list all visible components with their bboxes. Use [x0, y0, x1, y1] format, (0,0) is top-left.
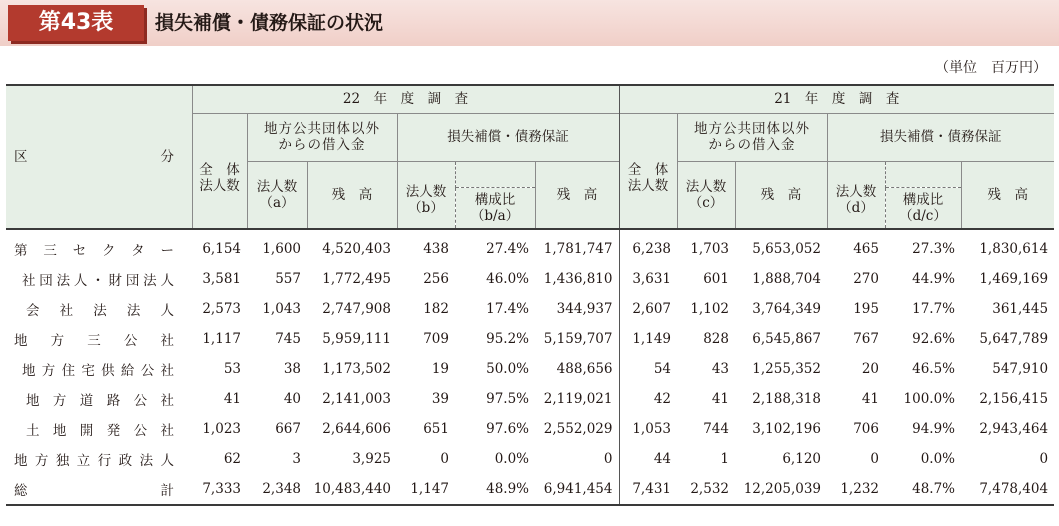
table-cell: 4,520,403 — [322, 241, 391, 257]
table-cell: 1,147 — [397, 474, 455, 505]
table-cell: 3,581 — [202, 271, 241, 287]
table-cell: 2,552,029 — [543, 421, 613, 437]
table-cell: 744 — [703, 421, 729, 437]
table-cell: 2,644,606 — [322, 421, 391, 437]
table-row — [6, 474, 1054, 505]
table-cell: 41 — [711, 391, 729, 407]
table-cell: 40 — [283, 391, 301, 407]
table-cell: 1,232 — [827, 474, 885, 505]
table-cell: 2,607 — [619, 294, 677, 324]
table-cell: 6,154 — [202, 241, 241, 257]
table-cell: 97.6% — [486, 421, 529, 437]
table-row — [6, 294, 1054, 324]
row-label: 地方三公社 — [14, 333, 174, 349]
table-cell: 44.9% — [912, 271, 955, 287]
header-ratio-ba: 構成比 （b/a） — [455, 187, 535, 229]
table-cell: 767 — [853, 331, 879, 347]
table-cell: 54 — [619, 354, 677, 384]
table-cell: 17.4% — [486, 301, 529, 317]
table-cell: 46.0% — [486, 271, 529, 287]
table-cell: 1,703 — [690, 241, 729, 257]
table-cell: 1 — [720, 451, 729, 467]
table-cell: 3 — [292, 451, 301, 467]
table-cell: 1,117 — [202, 331, 241, 347]
table-cell: 5,647,789 — [979, 331, 1049, 347]
table-cell: 6,545,867 — [752, 331, 821, 347]
header-year22: 22 年 度 調 査 — [192, 85, 619, 113]
table-cell: 0.0% — [494, 451, 529, 467]
table-title: 損失補償・債務保証の状況 — [155, 12, 384, 34]
table-cell: 2,573 — [202, 301, 241, 317]
table-cell: 0 — [440, 451, 449, 467]
table-cell: 1,772,495 — [322, 271, 391, 287]
table-row — [6, 384, 1054, 414]
table-cell: 62 — [223, 451, 241, 467]
table-cell: 27.4% — [486, 241, 529, 257]
header-ratio-dc: 構成比 （d/c） — [885, 187, 961, 229]
table-cell: 41 — [223, 391, 241, 407]
header-borrow-22: 地方公共団体以外 からの借入金 — [247, 113, 397, 161]
table-cell: 195 — [853, 301, 879, 317]
table-cell: 5,653,052 — [752, 241, 821, 257]
header-balance-guarantee-22: 残 高 — [535, 161, 619, 229]
table-cell: 438 — [423, 241, 449, 257]
table-cell: 46.5% — [912, 361, 955, 377]
table-cell: 3,764,349 — [752, 301, 821, 317]
table-cell: 667 — [275, 421, 301, 437]
table-cell: 12,205,039 — [735, 474, 827, 505]
title-bar — [0, 0, 1059, 46]
table-cell: 92.6% — [912, 331, 955, 347]
table-cell: 17.7% — [912, 301, 955, 317]
header-corps-c: 法人数 （c） — [677, 161, 735, 229]
row-label: 土地開発公社 — [26, 423, 174, 439]
table-cell: 39 — [431, 391, 449, 407]
table-cell: 1,469,169 — [979, 271, 1049, 287]
table-cell: 2,188,318 — [752, 391, 821, 407]
table-cell: 20 — [861, 361, 879, 377]
table-cell: 1,830,614 — [979, 241, 1049, 257]
table-cell: 547,910 — [992, 361, 1049, 377]
header-total-corps-21: 全 体 法人数 — [619, 113, 677, 229]
table-cell: 3,102,196 — [752, 421, 821, 437]
table-cell: 1,255,352 — [752, 361, 821, 377]
table-cell: 344,937 — [556, 301, 613, 317]
table-cell: 6,120 — [782, 451, 821, 467]
header-guarantee-22: 損失補償・債務保証 — [397, 113, 619, 161]
table-cell: 1,102 — [690, 301, 729, 317]
table-cell: 361,445 — [992, 301, 1049, 317]
table-cell: 3,925 — [352, 451, 391, 467]
table-cell: 6,941,454 — [535, 474, 619, 505]
header-borrow-21: 地方公共団体以外 からの借入金 — [677, 113, 827, 161]
table-cell: 828 — [703, 331, 729, 347]
table-cell: 7,431 — [619, 474, 677, 505]
table-cell: 2,943,464 — [979, 421, 1049, 437]
table-cell: 1,149 — [619, 324, 677, 354]
row-label: 地方道路公社 — [26, 393, 174, 409]
table-cell: 182 — [423, 301, 449, 317]
table-cell: 488,656 — [556, 361, 613, 377]
table-cell: 745 — [275, 331, 301, 347]
table-cell: 43 — [711, 361, 729, 377]
table-cell: 2,348 — [247, 474, 307, 505]
table-cell: 601 — [703, 271, 729, 287]
header-corps-a: 法人数 （a） — [247, 161, 307, 229]
table-body — [6, 229, 1054, 505]
table-cell: 2,747,908 — [322, 301, 391, 317]
table-row — [6, 324, 1054, 354]
table-cell: 1,436,810 — [543, 271, 613, 287]
header-total-corps-22: 全 体 法人数 — [192, 113, 247, 229]
table-cell: 5,159,707 — [543, 331, 613, 347]
row-label: 社団法人・財団法人 — [22, 273, 174, 289]
table-cell: 1,043 — [262, 301, 301, 317]
row-label: 地方独立行政法人 — [14, 453, 174, 469]
table-cell: 95.2% — [486, 331, 529, 347]
header-kubun: 区 分 — [6, 85, 192, 229]
table-cell: 10,483,440 — [307, 474, 397, 505]
table-cell: 0 — [870, 451, 879, 467]
table-cell: 7,333 — [192, 474, 247, 505]
header-year21: 21 年 度 調 査 — [619, 85, 1054, 113]
table-cell: 3,631 — [619, 264, 677, 294]
table-cell: 53 — [223, 361, 241, 377]
table-cell: 465 — [853, 241, 879, 257]
header-guarantee-21: 損失補償・債務保証 — [827, 113, 1054, 161]
table-cell: 0.0% — [920, 451, 955, 467]
header-balance-guarantee-21: 残 高 — [961, 161, 1054, 229]
table-row — [6, 264, 1054, 294]
table-number-badge: 第43表 — [8, 5, 144, 41]
table-cell: 1,023 — [202, 421, 241, 437]
table-cell: 2,532 — [677, 474, 735, 505]
table-cell: 2,156,415 — [979, 391, 1049, 407]
table-cell: 42 — [619, 384, 677, 414]
header-corps-b: 法人数 （b） — [397, 161, 455, 229]
table-cell: 1,173,502 — [322, 361, 391, 377]
unit-label: （単位 百万円） — [935, 60, 1047, 76]
table-cell: 1,781,747 — [543, 241, 613, 257]
table-cell: 1,888,704 — [752, 271, 821, 287]
table-cell: 2,141,003 — [322, 391, 391, 407]
header-balance-borrow-22: 残 高 — [307, 161, 397, 229]
table-cell: 48.9% — [455, 474, 535, 505]
table-cell: 48.7% — [885, 474, 961, 505]
table-row — [6, 414, 1054, 444]
table-row — [6, 444, 1054, 474]
table-cell: 1,600 — [262, 241, 301, 257]
table-cell: 94.9% — [912, 421, 955, 437]
table-cell: 1,053 — [619, 414, 677, 444]
table-cell: 0 — [1039, 451, 1049, 467]
row-label: 総計 — [14, 483, 174, 499]
row-label: 会社法法人 — [26, 303, 174, 319]
table-cell: 557 — [275, 271, 301, 287]
table-cell: 38 — [283, 361, 301, 377]
table-row — [6, 229, 1054, 264]
table-cell: 5,959,111 — [322, 331, 391, 347]
table-cell: 6,238 — [619, 229, 677, 264]
table-cell: 2,119,021 — [543, 391, 613, 407]
table-row — [6, 354, 1054, 384]
table-cell: 97.5% — [486, 391, 529, 407]
table-cell: 50.0% — [486, 361, 529, 377]
table-cell: 709 — [423, 331, 449, 347]
table-cell: 41 — [861, 391, 879, 407]
table-cell: 256 — [423, 271, 449, 287]
header-corps-d: 法人数 （d） — [827, 161, 885, 229]
table-cell: 100.0% — [903, 391, 955, 407]
table-cell: 651 — [423, 421, 449, 437]
table-cell: 7,478,404 — [961, 474, 1054, 505]
table-cell: 0 — [603, 451, 613, 467]
table-cell: 706 — [853, 421, 879, 437]
table-cell: 270 — [853, 271, 879, 287]
table-cell: 27.3% — [912, 241, 955, 257]
header-balance-borrow-21: 残 高 — [735, 161, 827, 229]
guarantee-table — [6, 84, 1054, 506]
table-cell: 44 — [619, 444, 677, 474]
row-label: 地方住宅供給公社 — [22, 363, 174, 379]
table-cell: 19 — [431, 361, 449, 377]
row-label: 第三セクター — [14, 243, 174, 259]
